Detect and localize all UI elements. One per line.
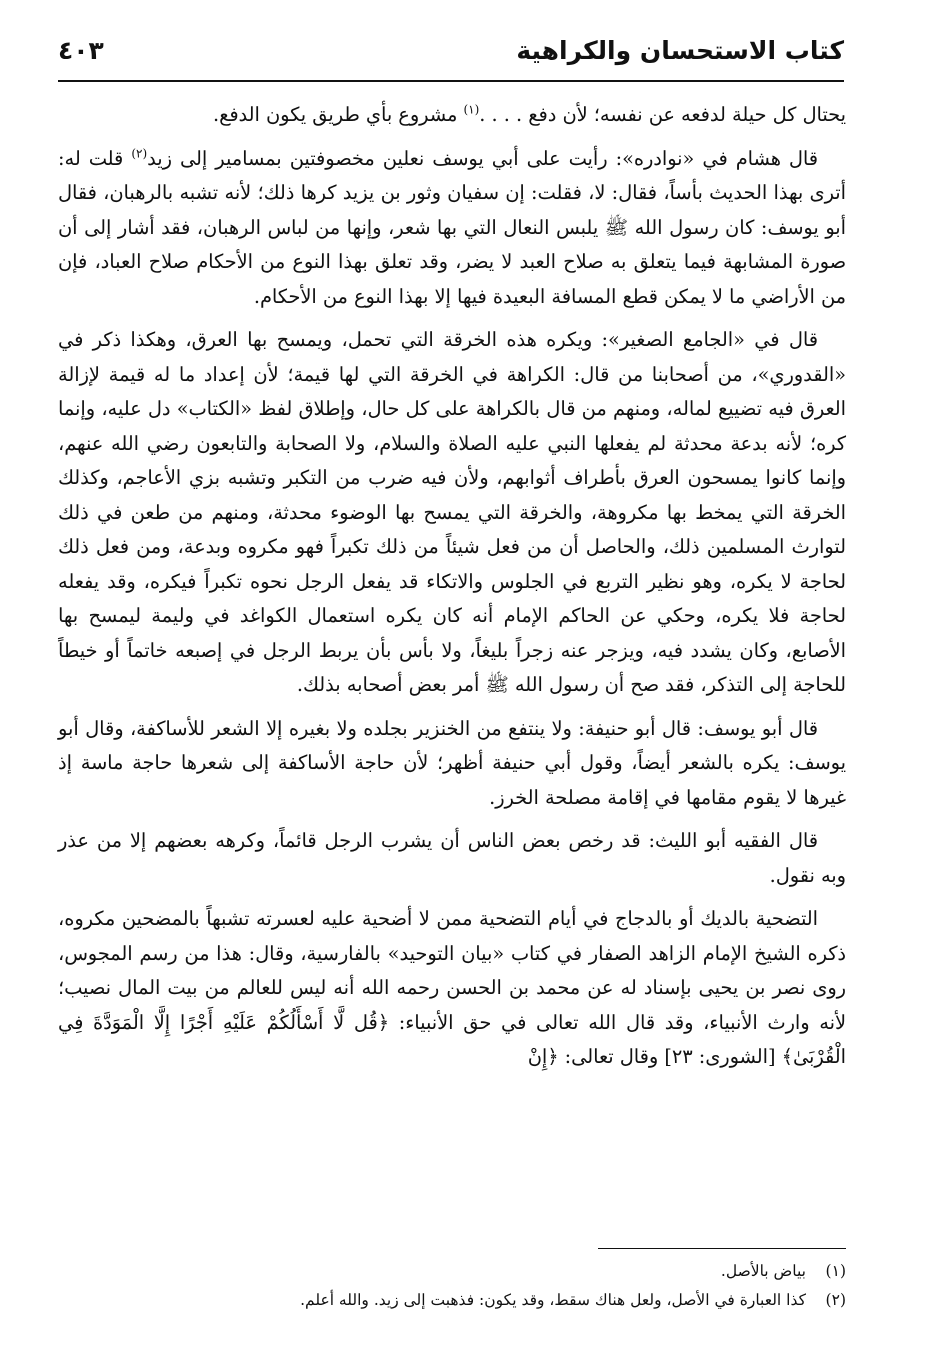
quran-verse: ﴿قُل لَّا أَسْأَلُكُمْ عَلَيْهِ أَجْرًا إِلَّا الْمَوَدَّةَ فِي الْقُرْبَىٰ﴾ bbox=[58, 1010, 846, 1068]
paragraph-2 bbox=[58, 142, 846, 315]
paragraph-1 bbox=[58, 98, 846, 133]
footnote-1-text: بياض بالأصل. bbox=[720, 1262, 806, 1280]
chapter-title: كتاب الاستحسان والكراهية bbox=[516, 36, 844, 65]
footnote-2-text: كذا العبارة في الأصل، ولعل هناك سقط، وقد يكون: فذهبت إلى زيد. والله أعلم. bbox=[300, 1291, 806, 1309]
paragraph-1-before: يحتال كل حيلة لدفعه عن نفسه؛ لأن دفع . . . . bbox=[479, 103, 846, 126]
paragraph-2-before: قال هشام في «نوادره»: رأيت على أبي يوسف نعلين مخصوفتين بمسامير إلى زيد bbox=[147, 146, 819, 170]
footnote-divider bbox=[598, 1248, 846, 1249]
page-number: ٤٠٣ bbox=[58, 36, 104, 65]
footnote-ref-2: (٢) bbox=[131, 146, 148, 161]
paragraph-6 bbox=[58, 902, 846, 1075]
paragraph-1-after: مشروع بأي طريق يكون الدفع. bbox=[212, 103, 464, 126]
verse-reference: [الشورى: ٢٣] bbox=[658, 1045, 782, 1068]
footnote-ref-1: (١) bbox=[463, 102, 480, 117]
paragraph-4: قال أبو يوسف: قال أبو حنيفة: ولا ينتفع من الخنزير بجلده ولا بغيره إلا الشعر للأساكفة، وقال أبو يوسف: يكره بالشعر أيضاً، وقول أبي حنيفة أظهر؛ لأن حاجة الأساكفة إلى شعرها حاجة ماسة إذ غيرها لا يقوم مقامها في إقامة مصلحة الخرز. bbox=[58, 716, 846, 809]
paragraph-5: قال الفقيه أبو الليث: قد رخص بعض الناس أن يشرب الرجل قائماً، وكرهه بعضهم إلا من عذر وبه نقول. bbox=[58, 829, 846, 887]
footnote-1 bbox=[58, 1257, 846, 1286]
page-header bbox=[58, 30, 844, 82]
paragraph-6-before: التضحية بالديك أو بالدجاج في أيام التضحية ممن لا أضحية عليه لعسرته تشبهاً بالمضحين مكروه، ذكره الشيخ الإمام الزاهد الصفار في كتاب «بيان التوحيد» بالفارسية، وقال: هذا من رسم المجوس، روى نصر بن يحيى بإسناد له عن محمد بن الحسن رحمه الله أنه ليس للعالم من بيت المال نصيب؛ لأنه وارث الأنبياء، وقد قال الله تعالى في حق الأنبياء: bbox=[58, 907, 846, 1034]
paragraph-3: قال في «الجامع الصغير»: ويكره هذه الخرقة التي تحمل، ويمسح بها العرق، وهكذا ذكر في «القدوري»، من أصحابنا من قال: الكراهة في الخرقة التي لها قيمة؛ لأن إعداد ما له قيمة لإزالة العرق فيه تضييع لماله، ومنهم من قال بالكراهة على كل حال، وإطلاق لفظ «الكتاب» دل عليه، وإنما كره؛ لأنه بدعة محدثة لم يفعلها النبي عليه الصلاة والسلام، ولا الصحابة والتابعون رضي الله عنهم، وإنما كانوا يمسحون العرق بأطراف أثوابهم، ولأن فيه ضرب من التكبر وتشبه بزي الأعاجم، وكذلك الخرقة التي يمخط بها مكروهة، والخرقة التي يمسح بها الوضوء محدثة، ومنهم من طعن في ذلك لتوارث المسلمين ذلك، والحاصل أن من فعل شيئاً من ذلك تكبراً فهو مكروه وبدعة، ومن فعل ذلك لحاجة لا يكره، وهو نظير التربع في الجلوس والاتكاء قد يفعل الرجل نحوه تكبراً فيكره، وقد يفعله لحاجة فلا يكره، وحكي عن الحاكم الإمام أنه كان يكره استعمال الكواغد في وليمة ليمسح بها الأصابع، وكان يشدد فيه، ويزجر عنه زجراً بليغاً، ولا بأس بأن يربط الرجل في إصبعه خاتماً أو خيطاً للحاجة إلى التذكر، فقد صح أن رسول الله ﷺ أمر بعض أصحابه بذلك. bbox=[58, 328, 846, 696]
paragraph-6-after: وقال تعالى: ﴿إِنْ bbox=[527, 1045, 659, 1068]
footnote-1-number: (١) bbox=[825, 1262, 846, 1280]
footnote-2-number: (٢) bbox=[825, 1291, 846, 1309]
body-text bbox=[58, 98, 846, 1084]
footnotes bbox=[58, 1257, 846, 1315]
footnote-2 bbox=[58, 1286, 846, 1315]
paragraph-2-after: قلت له: أترى بهذا الحديث بأساً، فقال: لا، فقلت: إن سفيان وثور بن يزيد كرها ذلك؛ لأنه تشبه بالرهبان، فقال أبو يوسف: كان رسول الله ﷺ يلبس النعال التي بها شعر، وإنها من لباس الرهبان، فقد أشار إلى أن صورة المشابهة فيما يتعلق به صلاح العبد لا يضر، وقد تعلق بهذا النوع من الأحكام صلاح العباد، فإن من الأراضي ما لا يمكن قطع المسافة البعيدة فيها إلا بهذا النوع من الأحكام. bbox=[58, 146, 846, 308]
